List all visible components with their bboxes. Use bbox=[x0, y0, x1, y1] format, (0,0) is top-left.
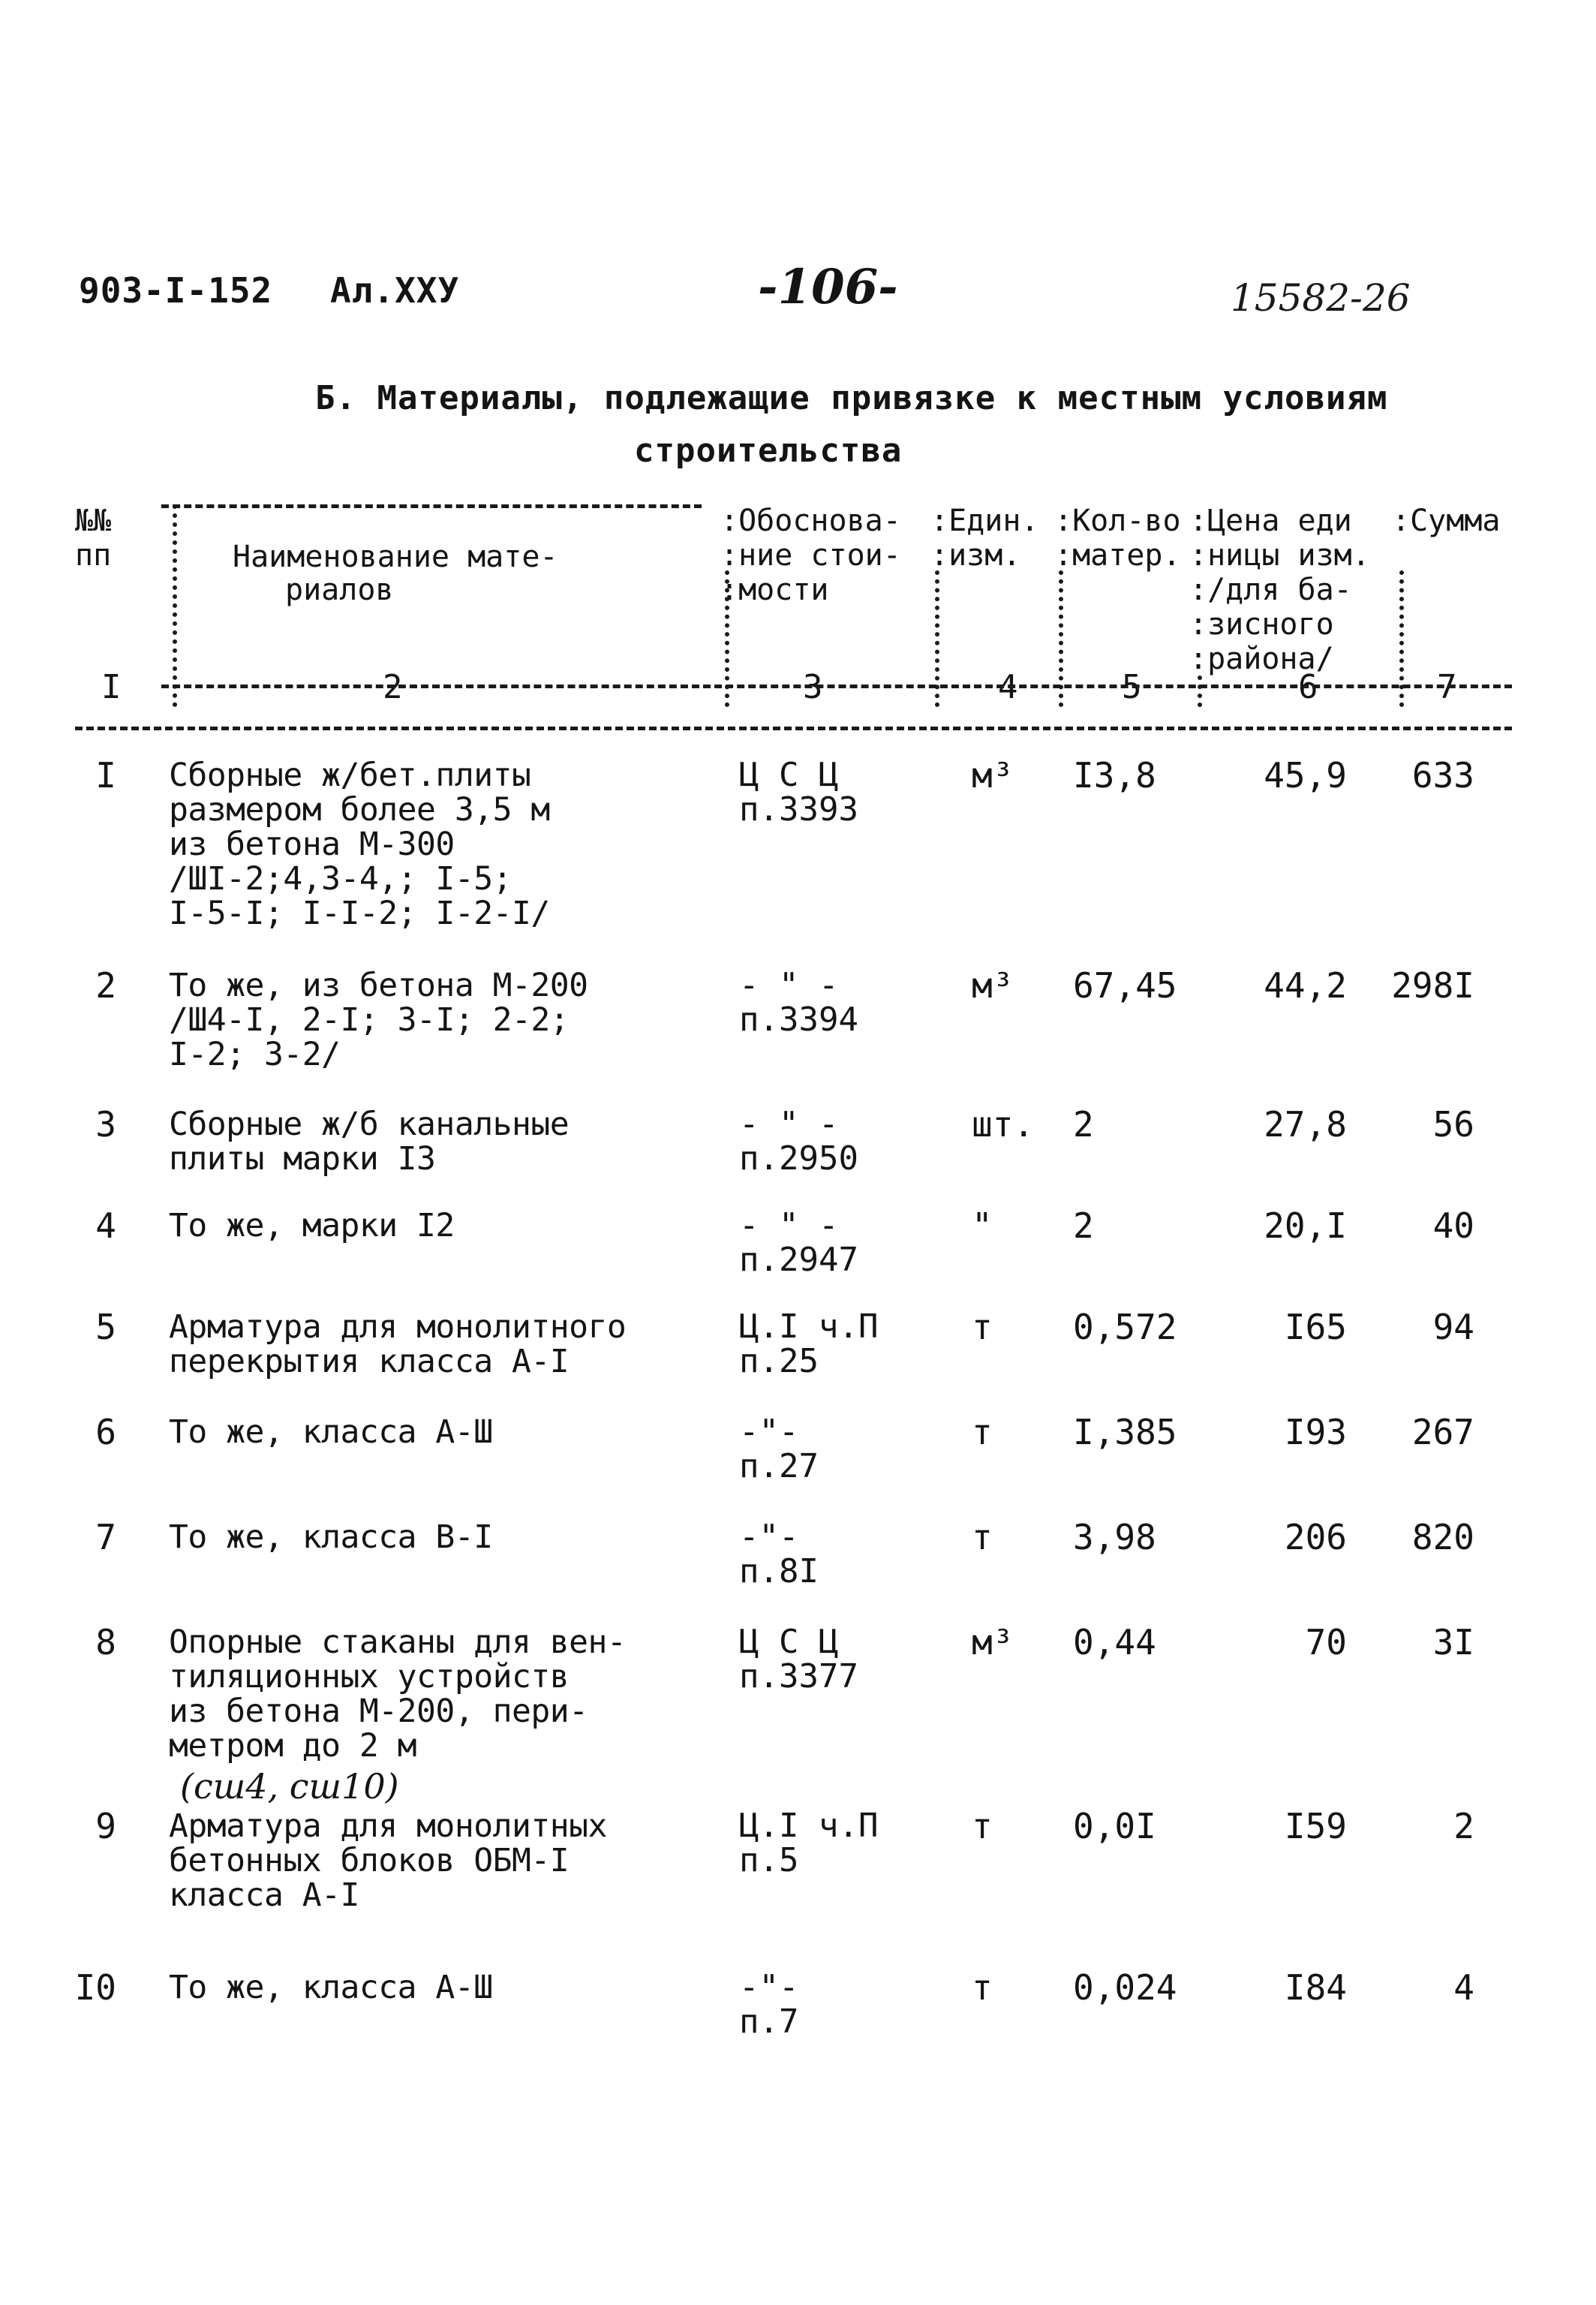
unit-price: 70 bbox=[1305, 1622, 1347, 1663]
quantity: 0,572 bbox=[1073, 1307, 1177, 1347]
col-header-price-line4: :зисного bbox=[1189, 607, 1334, 642]
unit: т bbox=[972, 1517, 993, 1557]
unit: т bbox=[972, 1967, 993, 2008]
cost-basis: - " - bbox=[739, 1206, 839, 1244]
row-number: 4 bbox=[95, 1205, 116, 1246]
total-sum: 3I bbox=[1432, 1622, 1474, 1663]
cost-basis: п.3394 bbox=[739, 1001, 858, 1039]
total-sum: 2 bbox=[1453, 1806, 1474, 1846]
unit: т bbox=[972, 1307, 993, 1347]
col-header-unit-line1: :Един. bbox=[930, 504, 1039, 538]
header-top-rule bbox=[161, 504, 702, 508]
total-sum: 94 bbox=[1432, 1307, 1474, 1347]
material-name: метром до 2 м bbox=[169, 1727, 417, 1765]
material-name: Опорные стаканы для вен- bbox=[169, 1623, 627, 1661]
material-name: размером более 3,5 м bbox=[169, 791, 550, 829]
unit-price: I93 bbox=[1284, 1412, 1347, 1452]
cost-basis: - " - bbox=[739, 1105, 839, 1143]
row-number: 2 bbox=[95, 965, 116, 1006]
col-header-number-line2: пп bbox=[75, 538, 112, 573]
cost-basis: Ц.I ч.П bbox=[739, 1307, 879, 1346]
unit-price: 27,8 bbox=[1264, 1104, 1347, 1145]
cost-basis: п.2947 bbox=[739, 1241, 858, 1279]
row-number: 8 bbox=[95, 1622, 116, 1663]
row-number: 5 bbox=[95, 1307, 116, 1347]
cost-basis: -"- bbox=[739, 1413, 799, 1451]
material-name: То же, из бетона М-200 bbox=[169, 967, 588, 1004]
unit: шт. bbox=[972, 1104, 1035, 1145]
material-name: тиляционных устройств bbox=[169, 1658, 570, 1696]
quantity: 3,98 bbox=[1073, 1517, 1156, 1557]
col-number-6: 6 bbox=[1298, 668, 1318, 706]
column-separator bbox=[1198, 676, 1202, 707]
cost-basis: п.3393 bbox=[739, 790, 858, 829]
column-separator bbox=[725, 570, 729, 707]
unit: м³ bbox=[972, 755, 1014, 796]
quantity: 67,45 bbox=[1073, 965, 1177, 1006]
col-header-price-line3: :/для ба- bbox=[1189, 573, 1352, 607]
row-number: 3 bbox=[95, 1104, 116, 1145]
cost-basis: Ц С Ц bbox=[739, 1623, 839, 1661]
material-name: из бетона М-200, пери- bbox=[169, 1693, 588, 1730]
header-bottom-rule bbox=[75, 727, 1512, 730]
material-name: из бетона М-300 bbox=[169, 826, 455, 863]
cost-basis: п.2950 bbox=[739, 1139, 858, 1178]
total-sum: 40 bbox=[1432, 1205, 1474, 1246]
col-header-price-line5: :района/ bbox=[1189, 642, 1334, 676]
unit: " bbox=[972, 1205, 993, 1246]
col-header-name-line1: Наименование мате- bbox=[233, 540, 558, 574]
col-number-4: 4 bbox=[998, 668, 1018, 706]
quantity: 0,024 bbox=[1073, 1967, 1177, 2008]
col-header-price-line1: :Цена еди bbox=[1189, 504, 1352, 538]
col-header-unit-line2: :изм. bbox=[930, 538, 1021, 573]
row-number: I0 bbox=[74, 1967, 116, 2008]
quantity: 0,0I bbox=[1073, 1806, 1156, 1846]
unit-price: I65 bbox=[1284, 1307, 1347, 1347]
column-separator bbox=[1059, 570, 1063, 707]
col-header-name-line2: риалов bbox=[285, 573, 394, 607]
unit: т bbox=[972, 1806, 993, 1846]
material-name: бетонных блоков ОБМ-I bbox=[169, 1842, 570, 1879]
cost-basis: Ц С Ц bbox=[739, 756, 839, 794]
unit-price: 20,I bbox=[1264, 1205, 1347, 1246]
row-number: I bbox=[95, 755, 116, 796]
material-name: плиты марки I3 bbox=[169, 1140, 436, 1178]
material-name: /ШI-2;4,3-4,; I-5; bbox=[169, 860, 512, 898]
col-number-3: 3 bbox=[803, 668, 823, 706]
material-name: Арматура для монолитного bbox=[169, 1308, 627, 1346]
material-name: Сборные ж/бет.плиты bbox=[169, 757, 531, 794]
material-name: I-5-I; I-I-2; I-2-I/ bbox=[169, 895, 550, 932]
quantity: I3,8 bbox=[1073, 755, 1156, 796]
material-name: перекрытия класса А-I bbox=[169, 1343, 570, 1380]
total-sum: 4 bbox=[1453, 1967, 1474, 2008]
cost-basis: п.8I bbox=[739, 1552, 819, 1590]
material-name: То же, класса А-Ш bbox=[169, 1969, 493, 2006]
cost-basis: - " - bbox=[739, 966, 839, 1004]
cost-basis: п.5 bbox=[739, 1841, 799, 1879]
row-number: 6 bbox=[95, 1412, 116, 1452]
total-sum: 298I bbox=[1391, 965, 1474, 1006]
row-number: 9 bbox=[95, 1806, 116, 1846]
col-number-1: I bbox=[101, 668, 122, 706]
material-name: То же, класса В-I bbox=[169, 1518, 493, 1556]
page-number: -106- bbox=[758, 259, 898, 315]
section-title: Б. Материалы, подлежащие привязке к местным условиям bbox=[315, 379, 1388, 417]
material-name: /Ш4-I, 2-I; 3-I; 2-2; bbox=[169, 1001, 570, 1039]
cost-basis: Ц.I ч.П bbox=[739, 1807, 879, 1845]
row-number: 7 bbox=[95, 1517, 116, 1557]
col-header-qty-line1: :Кол-во bbox=[1054, 504, 1181, 538]
cost-basis: п.3377 bbox=[739, 1657, 858, 1696]
quantity: 2 bbox=[1073, 1104, 1094, 1145]
album-number: Ал.XXУ bbox=[330, 270, 460, 311]
col-header-sum: :Сумма bbox=[1392, 504, 1501, 538]
total-sum: 633 bbox=[1411, 755, 1474, 796]
quantity: 0,44 bbox=[1073, 1622, 1156, 1663]
col-number-2: 2 bbox=[383, 668, 403, 706]
handwritten-code: 15582-26 bbox=[1231, 276, 1411, 320]
unit: м³ bbox=[972, 1622, 1014, 1663]
header-number-rule bbox=[161, 685, 1512, 688]
quantity: 2 bbox=[1073, 1205, 1094, 1246]
material-name: Арматура для монолитных bbox=[169, 1807, 607, 1845]
col-header-price-line2: :ницы изм. bbox=[1189, 538, 1370, 573]
col-header-basis-line3: :мости bbox=[720, 573, 829, 607]
column-separator bbox=[935, 570, 939, 707]
cost-basis: п.25 bbox=[739, 1342, 819, 1380]
cost-basis: п.7 bbox=[739, 2003, 799, 2041]
handwritten-note: (сш4, сш10) bbox=[180, 1766, 399, 1807]
column-separator bbox=[173, 504, 177, 707]
column-separator bbox=[1399, 570, 1404, 707]
col-header-number-line1: №№ bbox=[75, 504, 112, 538]
document-code: 903-I-152 bbox=[79, 270, 273, 311]
material-name: I-2; 3-2/ bbox=[169, 1036, 341, 1073]
total-sum: 820 bbox=[1411, 1517, 1474, 1557]
col-header-basis-line2: :ние стои- bbox=[720, 538, 901, 573]
unit-price: 44,2 bbox=[1264, 965, 1347, 1006]
unit-price: 45,9 bbox=[1264, 755, 1347, 796]
cost-basis: -"- bbox=[739, 1968, 799, 2006]
total-sum: 56 bbox=[1432, 1104, 1474, 1145]
unit: м³ bbox=[972, 965, 1014, 1006]
cost-basis: п.27 bbox=[739, 1447, 819, 1485]
material-name: То же, класса А-Ш bbox=[169, 1413, 493, 1451]
col-header-qty-line2: :матер. bbox=[1054, 538, 1181, 573]
section-title-continued: строительства bbox=[634, 432, 903, 470]
unit-price: 206 bbox=[1284, 1517, 1347, 1557]
material-name: класса А-I bbox=[169, 1876, 359, 1914]
cost-basis: -"- bbox=[739, 1518, 799, 1556]
total-sum: 267 bbox=[1411, 1412, 1474, 1452]
unit-price: I59 bbox=[1284, 1806, 1347, 1846]
material-name: То же, марки I2 bbox=[169, 1207, 455, 1244]
unit-price: I84 bbox=[1284, 1967, 1347, 2008]
quantity: I,385 bbox=[1073, 1412, 1177, 1452]
material-name: Сборные ж/б канальные bbox=[169, 1106, 570, 1143]
col-number-7: 7 bbox=[1437, 668, 1457, 706]
col-number-5: 5 bbox=[1122, 668, 1142, 706]
unit: т bbox=[972, 1412, 993, 1452]
col-header-basis-line1: :Обоснова- bbox=[720, 504, 901, 538]
